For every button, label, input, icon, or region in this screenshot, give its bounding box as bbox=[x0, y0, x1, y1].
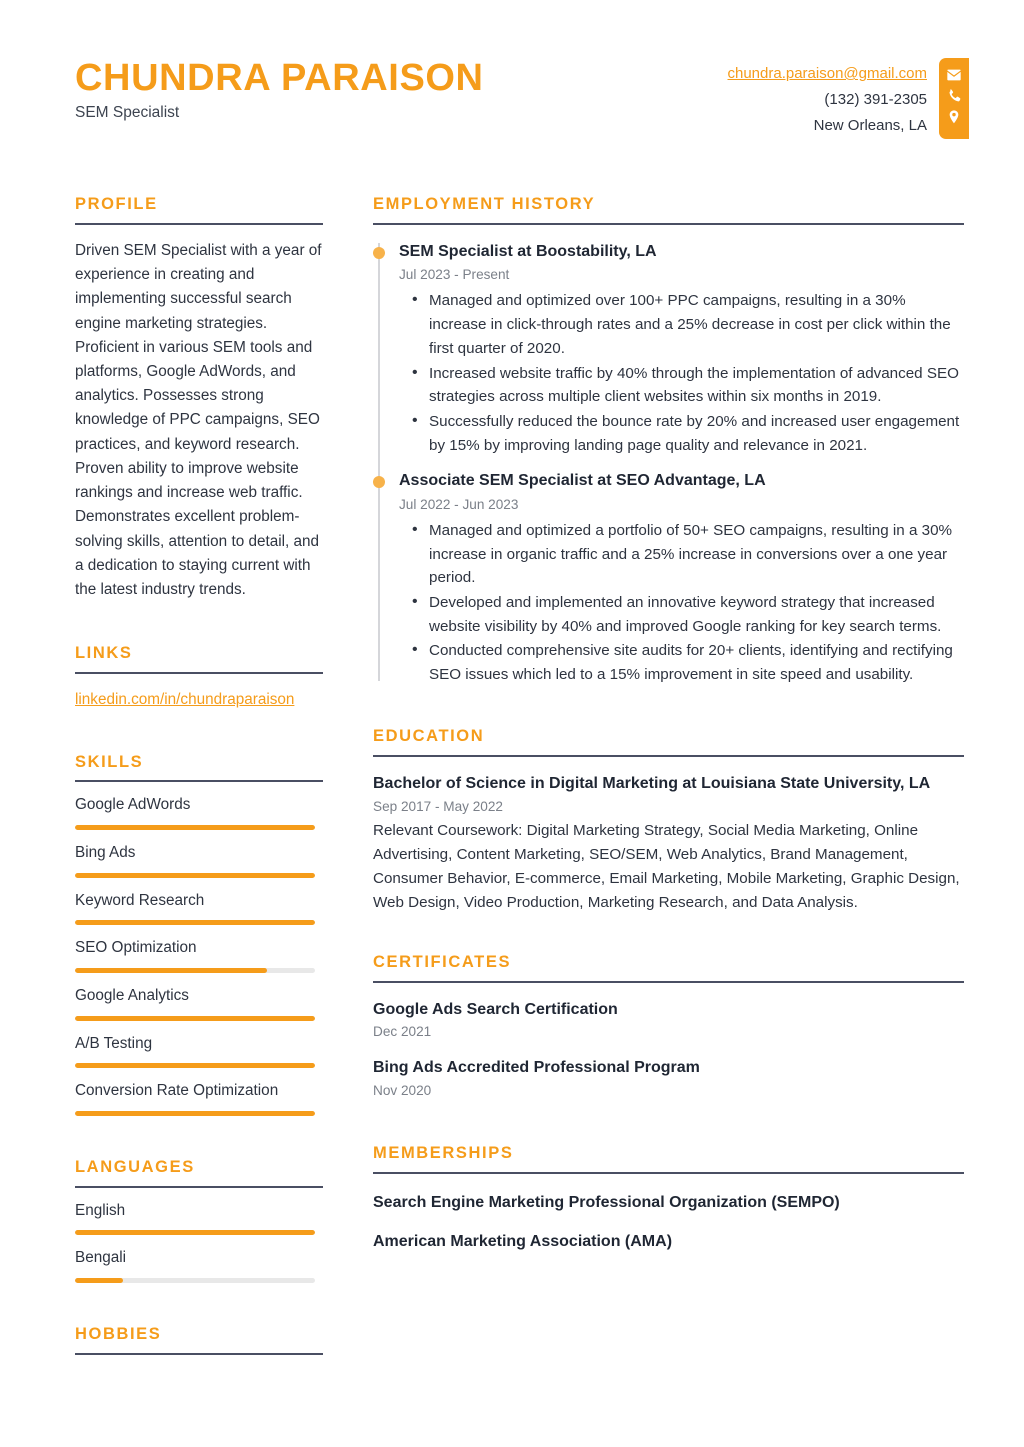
section-rule bbox=[75, 672, 323, 674]
certificate-date: Nov 2020 bbox=[373, 1082, 432, 1098]
skill-item bbox=[75, 843, 323, 878]
education-date: Sep 2017 - May 2022 bbox=[373, 799, 503, 815]
employment-date: Jul 2022 - Jun 2023 bbox=[399, 496, 519, 512]
section-rule bbox=[75, 780, 323, 782]
education-description: Relevant Coursework: Digital Marketing Strategy, Social Media Marketing, Online Advertising, Content Marketing, SEO/SEM, Web Analytics, Brand Management, Consumer Behavior, E-commerce, Email Marketing, Mobile Marketing, Graphic Design, Web Design, Video Production, Marketing Research, and Data Analysis. bbox=[373, 822, 960, 911]
timeline-dot-icon bbox=[373, 247, 385, 259]
language-bar-fill bbox=[75, 1278, 123, 1283]
skill-bar-fill bbox=[75, 920, 315, 925]
job-title: SEM Specialist bbox=[75, 104, 180, 122]
skill-item bbox=[75, 938, 323, 973]
bullet-item: • Conducted comprehensive site audits for 20+ clients, identifying and rectifying SEO issues which led to a 15% improvement in site speed and usability. bbox=[429, 639, 964, 686]
main-column bbox=[345, 195, 1024, 1355]
skill-bar-fill bbox=[75, 873, 315, 878]
language-bar-track bbox=[75, 1278, 315, 1283]
section-title-memberships: MEMBERSHIPS bbox=[373, 1143, 514, 1162]
section-education bbox=[373, 727, 964, 915]
section-employment bbox=[373, 195, 964, 687]
contact-lines bbox=[728, 58, 940, 139]
certificate-name: Google Ads Search Certification bbox=[373, 1000, 618, 1018]
skill-bar-fill bbox=[75, 968, 267, 973]
section-title-education: EDUCATION bbox=[373, 726, 485, 745]
profile-text: Driven SEM Specialist with a year of experience in creating and implementing successful search engine marketing strategies. Proficient in various SEM tools and platforms, Google AdWords, and analytics. Possesses strong knowledge of PPC campaigns, SEO practices, and keyword research. Proven ability to improve website rankings and increase web traffic. Demonstrates excellent problem-solving skills, attention to detail, and a dedication to staying current with the latest industry trends. bbox=[75, 241, 322, 599]
timeline-dot-icon bbox=[373, 476, 385, 488]
contact-icon-bar bbox=[939, 58, 969, 139]
skill-item bbox=[75, 891, 323, 926]
phone-icon bbox=[946, 88, 962, 104]
skill-bar-track bbox=[75, 1063, 315, 1068]
section-rule bbox=[75, 1353, 323, 1355]
certificate-date: Dec 2021 bbox=[373, 1024, 432, 1040]
contact-location: New Orleans, LA bbox=[813, 116, 927, 134]
skill-label: Google AdWords bbox=[75, 796, 191, 814]
skill-bar-track bbox=[75, 873, 315, 878]
language-item bbox=[75, 1248, 323, 1283]
education-degree: Bachelor of Science in Digital Marketing at Louisiana State University, LA bbox=[373, 774, 931, 792]
section-title-hobbies: HOBBIES bbox=[75, 1324, 162, 1343]
skill-label: Keyword Research bbox=[75, 891, 205, 909]
resume-header bbox=[0, 0, 1024, 160]
skill-bar-track bbox=[75, 920, 315, 925]
section-skills bbox=[75, 753, 323, 1116]
employment-entry bbox=[399, 470, 964, 687]
membership-item: Search Engine Marketing Professional Organization (SEMPO) bbox=[373, 1193, 840, 1211]
skill-item bbox=[75, 986, 323, 1021]
skill-bar-fill bbox=[75, 825, 315, 830]
employment-timeline bbox=[373, 241, 964, 687]
certificate-entry bbox=[373, 999, 964, 1042]
section-links bbox=[75, 644, 323, 710]
section-languages bbox=[75, 1158, 323, 1283]
section-rule bbox=[75, 223, 323, 225]
education-entry bbox=[373, 773, 964, 915]
language-bar-track bbox=[75, 1230, 315, 1235]
membership-item: American Marketing Association (AMA) bbox=[373, 1233, 673, 1251]
employment-role: Associate SEM Specialist at SEO Advantage, LA bbox=[399, 472, 766, 490]
section-hobbies bbox=[75, 1325, 323, 1355]
location-pin-icon bbox=[946, 109, 962, 125]
section-title-links: LINKS bbox=[75, 644, 133, 663]
skill-label: SEO Optimization bbox=[75, 939, 197, 957]
skill-item bbox=[75, 1081, 323, 1116]
employment-bullets bbox=[399, 519, 964, 687]
section-certificates bbox=[373, 953, 964, 1100]
language-label: Bengali bbox=[75, 1249, 127, 1267]
section-title-certificates: CERTIFICATES bbox=[373, 952, 512, 971]
employment-entry bbox=[399, 241, 964, 458]
language-label: English bbox=[75, 1201, 126, 1219]
skill-label: Conversion Rate Optimization bbox=[75, 1082, 279, 1100]
section-title-profile: PROFILE bbox=[75, 195, 158, 213]
resume-body bbox=[0, 195, 1024, 1355]
section-rule bbox=[373, 1172, 964, 1174]
skill-item bbox=[75, 795, 323, 830]
skill-bar-track bbox=[75, 1016, 315, 1021]
bullet-item: • Successfully reduced the bounce rate by 20% and increased user engagement by 15% by improving landing page quality and relevance in 2021. bbox=[429, 410, 964, 457]
section-memberships bbox=[373, 1144, 964, 1253]
bullet-item: • Increased website traffic by 40% through the implementation of advanced SEO strategies across multiple client websites within six months in 2019. bbox=[429, 362, 964, 409]
skill-label: A/B Testing bbox=[75, 1034, 153, 1052]
skill-bar-track bbox=[75, 825, 315, 830]
skill-label: Bing Ads bbox=[75, 843, 136, 861]
contact-block bbox=[728, 58, 970, 139]
skill-bar-track bbox=[75, 968, 315, 973]
skill-bar-fill bbox=[75, 1111, 315, 1116]
bullet-item: • Managed and optimized over 100+ PPC campaigns, resulting in a 30% increase in click-through rates and a 25% decrease in cost per click within the first quarter of 2020. bbox=[429, 289, 964, 360]
section-rule bbox=[75, 1186, 323, 1188]
skill-bar-fill bbox=[75, 1063, 315, 1068]
skill-label: Google Analytics bbox=[75, 986, 189, 1004]
bullet-item: • Developed and implemented an innovative keyword strategy that increased website visibility by 40% and improved Google ranking for key search terms. bbox=[429, 591, 964, 638]
name-block bbox=[75, 58, 484, 123]
skill-bar-fill bbox=[75, 1016, 315, 1021]
employment-date: Jul 2023 - Present bbox=[399, 267, 510, 283]
envelope-icon bbox=[946, 67, 962, 83]
skill-item bbox=[75, 1034, 323, 1069]
certificate-entry bbox=[373, 1057, 964, 1100]
certificate-name: Bing Ads Accredited Professional Program bbox=[373, 1059, 700, 1077]
section-title-skills: SKILLS bbox=[75, 752, 144, 771]
language-item bbox=[75, 1201, 323, 1236]
section-title-employment: EMPLOYMENT HISTORY bbox=[373, 195, 596, 213]
skill-bar-track bbox=[75, 1111, 315, 1116]
section-rule bbox=[373, 755, 964, 757]
section-profile bbox=[75, 195, 323, 602]
bullet-item: • Managed and optimized a portfolio of 50+ SEO campaigns, resulting in a 30% increase in organic traffic and a 25% increase in conversions over a one year period. bbox=[429, 519, 964, 590]
language-bar-fill bbox=[75, 1230, 315, 1235]
contact-email[interactable]: chundra.paraison@gmail.com bbox=[727, 65, 927, 82]
sidebar-column bbox=[0, 195, 345, 1355]
section-rule bbox=[373, 981, 964, 983]
link-item[interactable]: linkedin.com/in/chundraparaison bbox=[75, 691, 295, 709]
section-rule bbox=[373, 223, 964, 225]
employment-bullets bbox=[399, 289, 964, 457]
section-title-languages: LANGUAGES bbox=[75, 1157, 195, 1176]
contact-phone: (132) 391-2305 bbox=[824, 90, 927, 108]
page-title: CHUNDRA PARAISON bbox=[75, 57, 484, 99]
employment-role: SEM Specialist at Boostability, LA bbox=[399, 242, 657, 260]
